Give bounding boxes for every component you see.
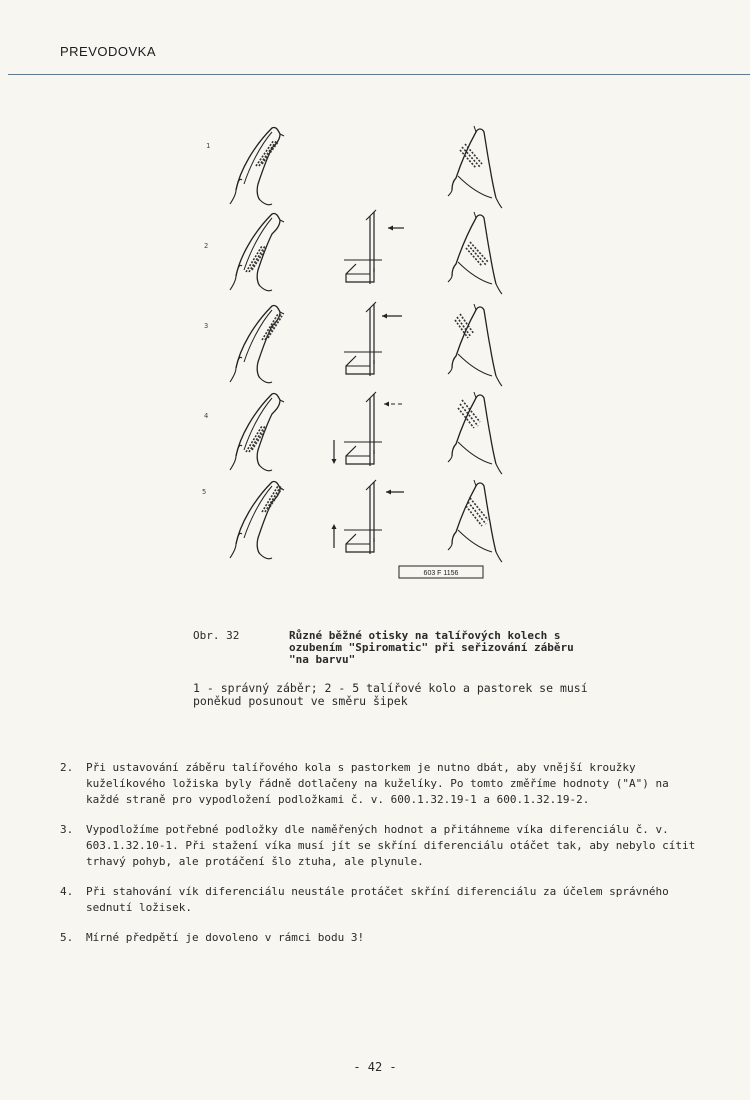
figure-title: Různé běžné otisky na talířových kolech s ozubením "Spiromatic" při seřizování záběru "na barvu" <box>289 629 574 666</box>
row-4-schema <box>332 392 405 466</box>
row-label-4: 4 <box>204 412 209 420</box>
step-number: 4. <box>60 885 74 898</box>
header-rule <box>8 74 750 75</box>
row-1-left-tooth <box>230 127 284 204</box>
row-3-schema <box>344 302 402 376</box>
step-text: Při stahování vík diferenciálu neustále protáčet skříní diferenciálu za účelem správného sednutí ložisek. <box>86 885 669 914</box>
figure-drawing <box>0 100 750 600</box>
row-1-right-tooth <box>448 126 502 208</box>
row-label-3: 3 <box>204 322 209 330</box>
step-text: Vypodložíme potřebné podložky dle naměřených hodnot a přitáhneme víka diferenciálu č. v. 603.1.32.10-1. Při stažení víka musí jít se skříní diferenciálu otáčet tak, aby nebylo cítit trhavý pohyb, ale protáčení šlo ztuha, ale plynule. <box>86 823 696 868</box>
row-label-5: 5 <box>202 488 207 496</box>
row-5-right-tooth <box>448 480 502 562</box>
figure-reference-code: 603 F 1156 <box>423 570 459 577</box>
row-4-left-tooth <box>230 393 284 470</box>
figure-number: Obr. 32 <box>193 629 240 642</box>
figure-caption <box>193 630 613 666</box>
row-label-2: 2 <box>204 242 209 250</box>
page-number: - 42 - <box>353 1060 397 1074</box>
row-2-left-tooth <box>230 213 284 290</box>
step-text: Mírné předpětí je dovoleno v rámci bodu 3! <box>86 931 365 944</box>
row-label-1: 1 <box>206 142 211 150</box>
step-item <box>60 822 700 870</box>
step-item <box>60 930 700 946</box>
row-3-left-tooth <box>230 305 284 382</box>
gear-contact-figure <box>0 100 750 600</box>
row-2-right-tooth <box>448 212 502 294</box>
row-5-schema <box>332 480 405 554</box>
row-4-right-tooth <box>448 392 502 474</box>
step-text: Při ustavování záběru talířového kola s pastorkem je nutno dbát, aby vnější kroužky kuželíkového ložiska byly řádně dotlačeny na kuželíky. Po tomto změříme hodnoty ("A") na každé straně pro vypodložení podložkami č. v. 600.1.32.19-1 a 600.1.32.19-2. <box>86 761 669 806</box>
procedure-steps <box>60 760 700 960</box>
step-item <box>60 884 700 916</box>
row-2-schema <box>344 210 404 284</box>
step-number: 2. <box>60 761 74 774</box>
figure-legend: 1 - správný záběr; 2 - 5 talířové kolo a pastorek se musí poněkud posunout ve směru šipek <box>193 681 588 708</box>
step-number: 5. <box>60 931 74 944</box>
row-3-right-tooth <box>448 304 502 386</box>
row-5-left-tooth <box>230 481 284 558</box>
step-item <box>60 760 700 808</box>
running-header: PREVODOVKA <box>60 44 157 59</box>
step-number: 3. <box>60 823 74 836</box>
